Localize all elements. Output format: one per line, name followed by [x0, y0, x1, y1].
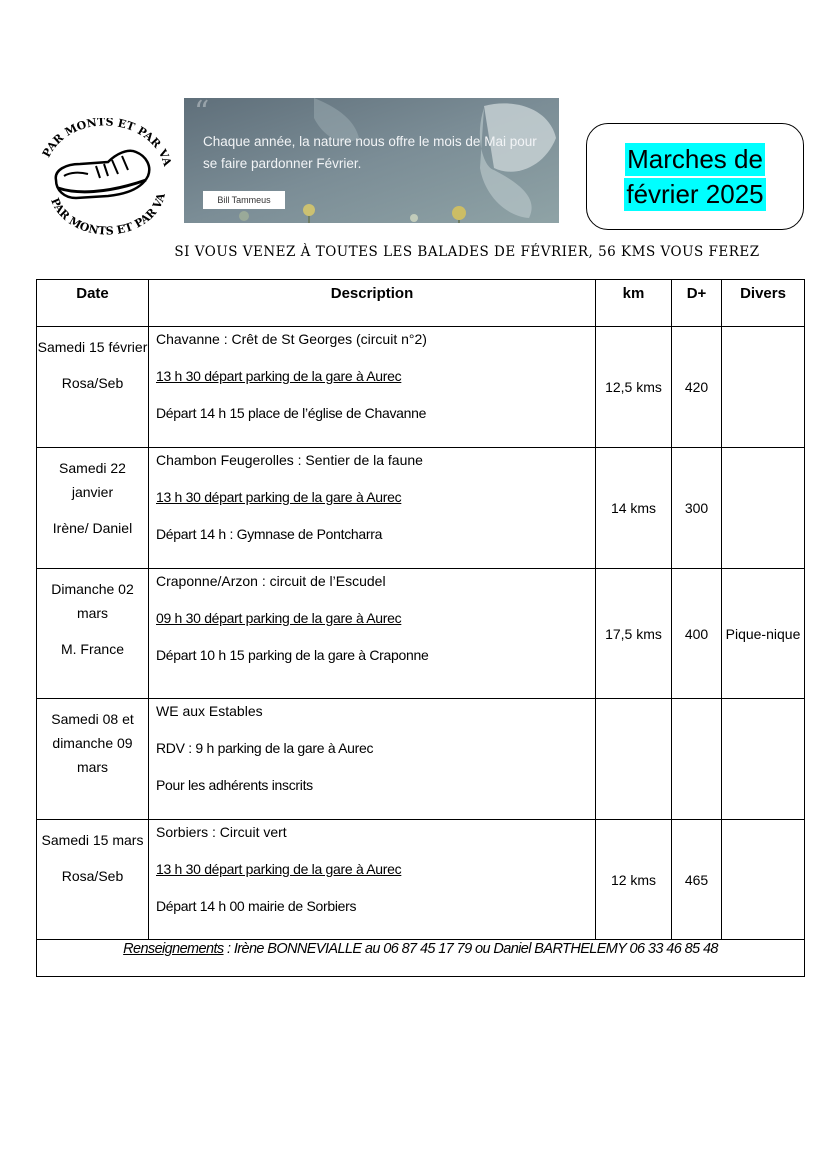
hiking-boot-logo-icon — [36, 118, 176, 243]
row-departure: RDV : 9 h parking de la gare à Aurec — [156, 740, 374, 756]
row-meeting: Départ 10 h 15 parking de la gare à Craponne — [156, 647, 429, 663]
row-dplus: 300 — [672, 448, 722, 569]
quote-banner — [184, 98, 559, 223]
header-divers: Divers — [722, 280, 805, 327]
row-date-cell — [37, 327, 149, 448]
row-date: Samedi 15 février — [37, 339, 148, 355]
walks-table — [36, 279, 805, 977]
title-line-2: février 2025 — [626, 178, 764, 209]
subtitle: SI VOUS VENEZ À TOUTES LES BALADES DE FÉVRIER, 56 KMS VOUS FEREZ — [174, 244, 760, 260]
row-date-cell — [37, 448, 149, 569]
row-description — [149, 569, 596, 699]
row-leader: Rosa/Seb — [61, 868, 124, 884]
header-description: Description — [149, 280, 596, 327]
row-divers — [722, 327, 805, 448]
row-leader: M. France — [60, 641, 124, 657]
banner-author: Bill Tammeus — [203, 191, 285, 209]
header-km: km — [596, 280, 672, 327]
row-meeting: Départ 14 h : Gymnase de Pontcharra — [156, 526, 383, 542]
table-row — [37, 820, 805, 940]
row-meeting: Départ 14 h 00 mairie de Sorbiers — [156, 898, 357, 914]
table-footer-row — [37, 940, 805, 977]
row-date: Samedi 15 mars — [41, 832, 144, 848]
row-departure: 13 h 30 départ parking de la gare à Aurec — [156, 861, 402, 877]
row-km: 12 kms — [596, 820, 672, 940]
row-date-cell — [37, 569, 149, 699]
table-row — [37, 448, 805, 569]
page-title — [586, 123, 804, 230]
row-description — [149, 327, 596, 448]
row-divers — [722, 448, 805, 569]
row-date: Samedi 08 et dimanche 09 mars — [51, 711, 134, 775]
row-departure: 13 h 30 départ parking de la gare à Aurec — [156, 368, 402, 384]
table-row — [37, 327, 805, 448]
header-date: Date — [37, 280, 149, 327]
row-leader: Irène/ Daniel — [52, 520, 133, 536]
row-dplus: 420 — [672, 327, 722, 448]
row-dplus: 400 — [672, 569, 722, 699]
row-meeting: Départ 14 h 15 place de l’église de Chavanne — [156, 405, 427, 421]
club-logo — [36, 118, 176, 243]
row-description — [149, 448, 596, 569]
row-dplus: 465 — [672, 820, 722, 940]
row-place: Chambon Feugerolles : Sentier de la faune — [156, 452, 423, 468]
row-dplus — [672, 699, 722, 820]
row-divers — [722, 699, 805, 820]
contact-text: : Irène BONNEVIALLE au 06 87 45 17 79 ou Daniel BARTHELEMY 06 33 46 85 48 — [223, 941, 718, 957]
row-place: Chavanne : Crêt de St Georges (circuit n°2) — [156, 331, 427, 347]
row-place: Craponne/Arzon : circuit de l’Escudel — [156, 573, 386, 589]
row-date: Dimanche 02 mars — [51, 581, 134, 621]
row-date-cell — [37, 699, 149, 820]
banner-quote: Chaque année, la nature nous offre le mois de Mai pour se faire pardonner Février. — [203, 134, 537, 171]
logo-text-top: PAR MONTS ET PAR VA — [39, 118, 174, 168]
row-divers — [722, 820, 805, 940]
row-description — [149, 699, 596, 820]
row-leader: Rosa/Seb — [61, 375, 124, 391]
table-row — [37, 569, 805, 699]
row-place: WE aux Estables — [156, 703, 263, 719]
row-km — [596, 699, 672, 820]
quote-mark-icon: “ — [194, 98, 210, 130]
title-line-1: Marches de — [627, 143, 763, 174]
row-description — [149, 820, 596, 940]
row-departure: 13 h 30 départ parking de la gare à Aurec — [156, 489, 402, 505]
contact-label: Renseignements — [123, 941, 224, 957]
contact-info — [37, 940, 805, 977]
row-km: 17,5 kms — [596, 569, 672, 699]
table-header-row — [37, 280, 805, 327]
row-divers: Pique-nique — [722, 569, 805, 699]
row-km: 12,5 kms — [596, 327, 672, 448]
row-date: Samedi 22 janvier — [59, 460, 126, 500]
row-place: Sorbiers : Circuit vert — [156, 824, 287, 840]
header-dplus: D+ — [672, 280, 722, 327]
row-meeting: Pour les adhérents inscrits — [156, 777, 313, 793]
row-date-cell — [37, 820, 149, 940]
table-row — [37, 699, 805, 820]
row-departure: 09 h 30 départ parking de la gare à Aurec — [156, 610, 402, 626]
logo-text-bottom: PAR MONTS ET PAR VA — [48, 191, 168, 238]
row-km: 14 kms — [596, 448, 672, 569]
